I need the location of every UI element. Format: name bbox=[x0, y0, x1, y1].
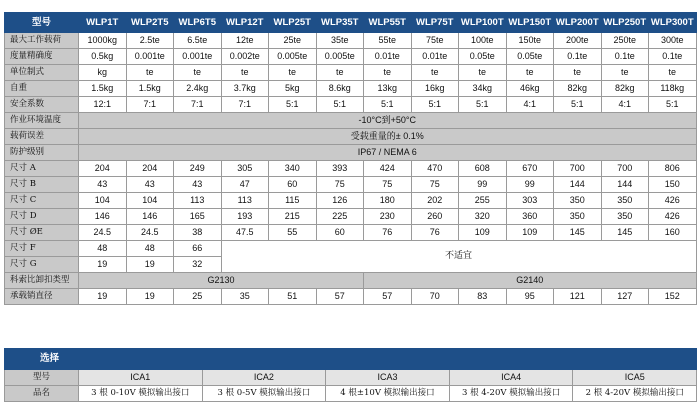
table-cell: 127 bbox=[601, 289, 649, 305]
header-model-wlp35t: WLP35T bbox=[316, 13, 364, 33]
table-cell: te bbox=[221, 65, 269, 81]
table-row bbox=[5, 81, 697, 97]
table-cell: 200te bbox=[554, 33, 602, 49]
table-cell: 19 bbox=[79, 289, 127, 305]
row-label: 防护级别 bbox=[5, 145, 79, 161]
table-cell: 160 bbox=[649, 225, 697, 241]
table-cell: te bbox=[364, 65, 412, 81]
table-cell: 60 bbox=[269, 177, 317, 193]
header-model-wlp6t5: WLP6T5 bbox=[174, 13, 222, 33]
table-cell: 608 bbox=[459, 161, 507, 177]
table-cell: 3.7kg bbox=[221, 81, 269, 97]
table-cell: 300te bbox=[649, 33, 697, 49]
table-cell: 4:1 bbox=[506, 97, 554, 113]
table-cell: te bbox=[269, 65, 317, 81]
table-cell: 48 bbox=[79, 241, 127, 257]
table-cell: 19 bbox=[79, 257, 127, 273]
table-cell: 145 bbox=[554, 225, 602, 241]
table-cell: 202 bbox=[411, 193, 459, 209]
table-cell: 113 bbox=[221, 193, 269, 209]
shackle-type-g2130: G2130 bbox=[79, 273, 364, 289]
not-applicable-cell: 不适宜 bbox=[221, 241, 696, 273]
table-cell: 0.001te bbox=[126, 49, 174, 65]
table-cell: 38 bbox=[174, 225, 222, 241]
selection-table bbox=[4, 348, 697, 402]
table-cell: 46kg bbox=[506, 81, 554, 97]
table-cell: 95 bbox=[506, 289, 554, 305]
header-model-wlp75t: WLP75T bbox=[411, 13, 459, 33]
table-cell: 0.05te bbox=[506, 49, 554, 65]
table-cell: 145 bbox=[601, 225, 649, 241]
table-cell: te bbox=[601, 65, 649, 81]
table-cell: 5kg bbox=[269, 81, 317, 97]
table-cell: 25 bbox=[174, 289, 222, 305]
table-cell: 16kg bbox=[411, 81, 459, 97]
table-cell: 225 bbox=[316, 209, 364, 225]
row-label: 尺寸 ØE bbox=[5, 225, 79, 241]
table-row bbox=[5, 49, 697, 65]
selection-model-ica1: ICA1 bbox=[79, 370, 203, 386]
selection-product-name: 2 根 4-20V 模拟输出接口 bbox=[573, 386, 697, 402]
table-cell: 34kg bbox=[459, 81, 507, 97]
table-cell: 204 bbox=[79, 161, 127, 177]
row-label: 尺寸 F bbox=[5, 241, 79, 257]
table-cell: 55 bbox=[269, 225, 317, 241]
table-cell: 24.5 bbox=[126, 225, 174, 241]
table-cell: 5:1 bbox=[364, 97, 412, 113]
table-cell: 670 bbox=[506, 161, 554, 177]
table-row bbox=[5, 113, 697, 129]
header-model-wlp2t5: WLP2T5 bbox=[126, 13, 174, 33]
header-model-wlp300t: WLP300T bbox=[649, 13, 697, 33]
table-cell: 806 bbox=[649, 161, 697, 177]
table-cell: 230 bbox=[364, 209, 412, 225]
table-cell: 5:1 bbox=[649, 97, 697, 113]
selection-product-name: 3 根 0-10V 模拟输出接口 bbox=[79, 386, 203, 402]
table-cell: 303 bbox=[506, 193, 554, 209]
table-cell: 43 bbox=[126, 177, 174, 193]
table-cell: 260 bbox=[411, 209, 459, 225]
table-cell: 426 bbox=[649, 209, 697, 225]
table-cell: 76 bbox=[411, 225, 459, 241]
table-cell: 99 bbox=[459, 177, 507, 193]
table-cell: 255 bbox=[459, 193, 507, 209]
table-cell: 250te bbox=[601, 33, 649, 49]
header-model-wlp25t: WLP25T bbox=[269, 13, 317, 33]
table-row bbox=[5, 177, 697, 193]
spanning-value-cell: -10°C到+50°C bbox=[79, 113, 697, 129]
table-cell: 19 bbox=[126, 257, 174, 273]
row-label: 作业环境温度 bbox=[5, 113, 79, 129]
table-cell: 320 bbox=[459, 209, 507, 225]
table-cell: 0.1te bbox=[554, 49, 602, 65]
spanning-value-cell: IP67 / NEMA 6 bbox=[79, 145, 697, 161]
table-cell: 0.05te bbox=[459, 49, 507, 65]
table-cell: 2.4kg bbox=[174, 81, 222, 97]
table-cell: 24.5 bbox=[79, 225, 127, 241]
table-cell: 0.01te bbox=[364, 49, 412, 65]
table-cell: 43 bbox=[79, 177, 127, 193]
table-cell: te bbox=[459, 65, 507, 81]
selection-title: 选择 bbox=[5, 349, 697, 370]
table-cell: 393 bbox=[316, 161, 364, 177]
header-model-wlp200t: WLP200T bbox=[554, 13, 602, 33]
header-model-wlp12t: WLP12T bbox=[221, 13, 269, 33]
table-cell: 0.002te bbox=[221, 49, 269, 65]
table-cell: 43 bbox=[174, 177, 222, 193]
row-label: 型号 bbox=[5, 370, 79, 386]
table-cell: 5:1 bbox=[316, 97, 364, 113]
row-label: 科索比卸扣类型 bbox=[5, 273, 79, 289]
table-cell: 113 bbox=[174, 193, 222, 209]
row-label: 载荷误差 bbox=[5, 129, 79, 145]
table-cell: 305 bbox=[221, 161, 269, 177]
table-cell: 2.5te bbox=[126, 33, 174, 49]
table-cell: 700 bbox=[554, 161, 602, 177]
table-cell: 75 bbox=[364, 177, 412, 193]
header-model-wlp250t: WLP250T bbox=[601, 13, 649, 33]
table-cell: 57 bbox=[364, 289, 412, 305]
table-row bbox=[5, 273, 697, 289]
table-cell: 0.1te bbox=[601, 49, 649, 65]
table-cell: 5:1 bbox=[459, 97, 507, 113]
table-cell: 121 bbox=[554, 289, 602, 305]
table-cell: 8.6kg bbox=[316, 81, 364, 97]
table-cell: 76 bbox=[364, 225, 412, 241]
row-label: 安全系数 bbox=[5, 97, 79, 113]
table-cell: te bbox=[316, 65, 364, 81]
table-cell: 350 bbox=[554, 209, 602, 225]
table-row bbox=[5, 193, 697, 209]
table-cell: 0.005te bbox=[316, 49, 364, 65]
header-model-label: 型号 bbox=[5, 13, 79, 33]
table-cell: 5:1 bbox=[411, 97, 459, 113]
table-cell: 150 bbox=[649, 177, 697, 193]
table-cell: 424 bbox=[364, 161, 412, 177]
table-cell: 4:1 bbox=[601, 97, 649, 113]
table-row bbox=[5, 97, 697, 113]
selection-product-name: 3 根 4-20V 模拟输出接口 bbox=[449, 386, 573, 402]
row-label: 尺寸 G bbox=[5, 257, 79, 273]
table-cell: 126 bbox=[316, 193, 364, 209]
table-cell: 350 bbox=[554, 193, 602, 209]
row-label: 尺寸 B bbox=[5, 177, 79, 193]
table-cell: kg bbox=[79, 65, 127, 81]
table-cell: 0.001te bbox=[174, 49, 222, 65]
row-label: 度量精确度 bbox=[5, 49, 79, 65]
row-label: 自重 bbox=[5, 81, 79, 97]
table-row bbox=[5, 289, 697, 305]
specification-table bbox=[4, 12, 697, 305]
table-cell: 1000kg bbox=[79, 33, 127, 49]
table-cell: 75te bbox=[411, 33, 459, 49]
table-cell: 7:1 bbox=[126, 97, 174, 113]
table-cell: te bbox=[649, 65, 697, 81]
table-cell: 426 bbox=[649, 193, 697, 209]
table-cell: 5:1 bbox=[269, 97, 317, 113]
table-cell: 360 bbox=[506, 209, 554, 225]
table-row bbox=[5, 13, 697, 33]
spanning-value-cell: 受载重量的± 0.1% bbox=[79, 129, 697, 145]
table-cell: 350 bbox=[601, 209, 649, 225]
table-cell: 47.5 bbox=[221, 225, 269, 241]
row-label: 尺寸 C bbox=[5, 193, 79, 209]
table-cell: 470 bbox=[411, 161, 459, 177]
table-cell: 340 bbox=[269, 161, 317, 177]
table-row bbox=[5, 129, 697, 145]
table-cell: te bbox=[411, 65, 459, 81]
header-model-wlp55t: WLP55T bbox=[364, 13, 412, 33]
selection-model-ica4: ICA4 bbox=[449, 370, 573, 386]
table-cell: 104 bbox=[126, 193, 174, 209]
table-cell: 144 bbox=[554, 177, 602, 193]
table-cell: 350 bbox=[601, 193, 649, 209]
table-cell: 100te bbox=[459, 33, 507, 49]
table-cell: 150te bbox=[506, 33, 554, 49]
table-cell: 0.1te bbox=[649, 49, 697, 65]
table-cell: 66 bbox=[174, 241, 222, 257]
table-cell: 7:1 bbox=[174, 97, 222, 113]
table-row bbox=[5, 209, 697, 225]
table-cell: 32 bbox=[174, 257, 222, 273]
table-cell: 70 bbox=[411, 289, 459, 305]
table-cell: 118kg bbox=[649, 81, 697, 97]
table-cell: 249 bbox=[174, 161, 222, 177]
table-cell: 19 bbox=[126, 289, 174, 305]
table-cell: 83 bbox=[459, 289, 507, 305]
row-label: 品名 bbox=[5, 386, 79, 402]
selection-product-name: 3 根 0-5V 模拟输出接口 bbox=[202, 386, 326, 402]
table-cell: 60 bbox=[316, 225, 364, 241]
table-cell: 146 bbox=[79, 209, 127, 225]
table-cell: 82kg bbox=[554, 81, 602, 97]
table-cell: 7:1 bbox=[221, 97, 269, 113]
table-cell: 75 bbox=[411, 177, 459, 193]
table-cell: 48 bbox=[126, 241, 174, 257]
table-cell: 152 bbox=[649, 289, 697, 305]
table-cell: 25te bbox=[269, 33, 317, 49]
table-cell: 12:1 bbox=[79, 97, 127, 113]
table-row bbox=[5, 33, 697, 49]
table-cell: 13kg bbox=[364, 81, 412, 97]
table-cell: 6.5te bbox=[174, 33, 222, 49]
header-model-wlp1t: WLP1T bbox=[79, 13, 127, 33]
table-cell: 5:1 bbox=[554, 97, 602, 113]
table-cell: 180 bbox=[364, 193, 412, 209]
table-row bbox=[5, 349, 697, 370]
table-cell: te bbox=[506, 65, 554, 81]
table-cell: 115 bbox=[269, 193, 317, 209]
table-cell: 0.01te bbox=[411, 49, 459, 65]
table-cell: 146 bbox=[126, 209, 174, 225]
table-cell: 51 bbox=[269, 289, 317, 305]
header-model-wlp150t: WLP150T bbox=[506, 13, 554, 33]
table-cell: 193 bbox=[221, 209, 269, 225]
table-row bbox=[5, 241, 697, 257]
table-cell: 215 bbox=[269, 209, 317, 225]
table-cell: 109 bbox=[506, 225, 554, 241]
table-cell: 1.5kg bbox=[126, 81, 174, 97]
shackle-type-g2140: G2140 bbox=[364, 273, 697, 289]
table-cell: te bbox=[174, 65, 222, 81]
table-cell: 57 bbox=[316, 289, 364, 305]
row-label: 单位制式 bbox=[5, 65, 79, 81]
table-cell: 55te bbox=[364, 33, 412, 49]
table-cell: 82kg bbox=[601, 81, 649, 97]
table-row bbox=[5, 145, 697, 161]
table-cell: 0.5kg bbox=[79, 49, 127, 65]
table-cell: 75 bbox=[316, 177, 364, 193]
table-cell: 104 bbox=[79, 193, 127, 209]
table-cell: te bbox=[126, 65, 174, 81]
table-cell: 204 bbox=[126, 161, 174, 177]
table-cell: 700 bbox=[601, 161, 649, 177]
row-label: 最大工作载荷 bbox=[5, 33, 79, 49]
table-cell: 1.5kg bbox=[79, 81, 127, 97]
table-cell: 35 bbox=[221, 289, 269, 305]
table-cell: 0.005te bbox=[269, 49, 317, 65]
table-cell: 144 bbox=[601, 177, 649, 193]
selection-model-ica5: ICA5 bbox=[573, 370, 697, 386]
table-row bbox=[5, 386, 697, 402]
table-row bbox=[5, 65, 697, 81]
table-cell: te bbox=[554, 65, 602, 81]
row-label: 承载销直径 bbox=[5, 289, 79, 305]
table-row bbox=[5, 161, 697, 177]
table-cell: 99 bbox=[506, 177, 554, 193]
selection-model-ica3: ICA3 bbox=[326, 370, 450, 386]
table-row bbox=[5, 370, 697, 386]
table-cell: 47 bbox=[221, 177, 269, 193]
table-cell: 35te bbox=[316, 33, 364, 49]
header-model-wlp100t: WLP100T bbox=[459, 13, 507, 33]
row-label: 尺寸 D bbox=[5, 209, 79, 225]
table-row bbox=[5, 225, 697, 241]
selection-product-name: 4 根±10V 模拟输出接口 bbox=[326, 386, 450, 402]
table-cell: 165 bbox=[174, 209, 222, 225]
row-label: 尺寸 A bbox=[5, 161, 79, 177]
selection-model-ica2: ICA2 bbox=[202, 370, 326, 386]
table-cell: 12te bbox=[221, 33, 269, 49]
table-cell: 109 bbox=[459, 225, 507, 241]
